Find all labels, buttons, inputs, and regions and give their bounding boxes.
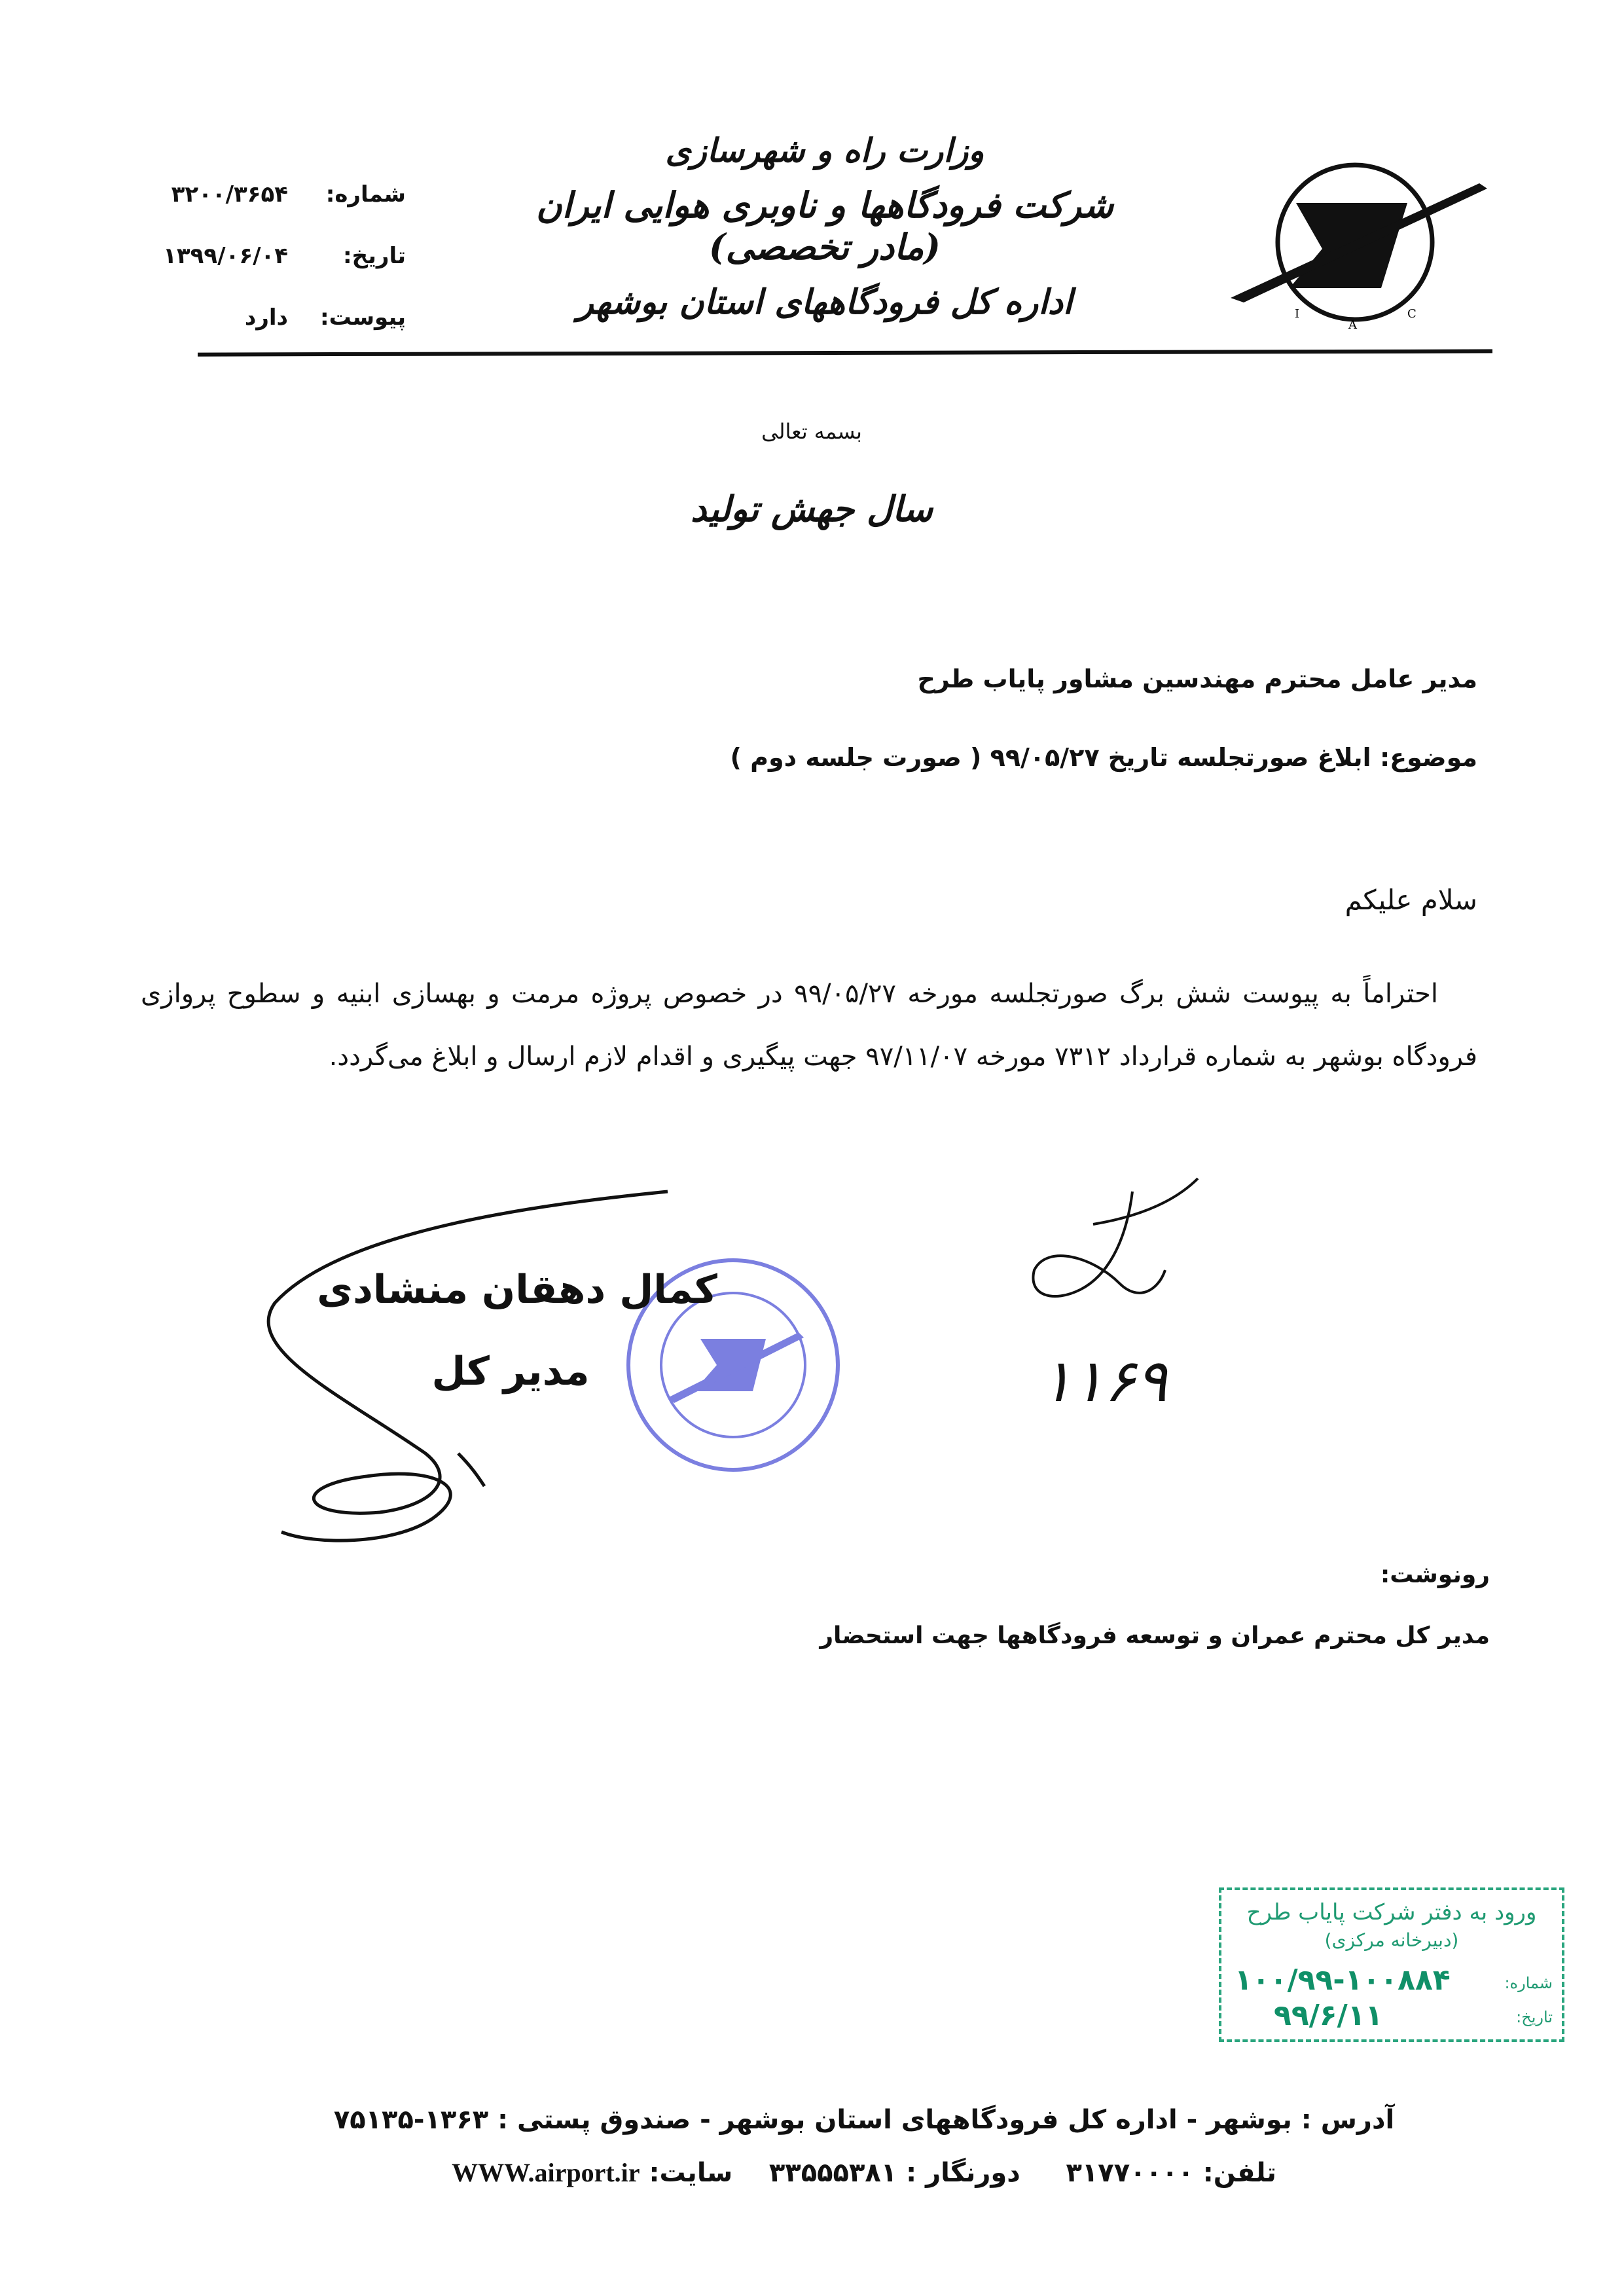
date-label: تاریخ: (343, 243, 406, 269)
stamp-date-label: تاریخ: (1516, 2008, 1553, 2026)
site-label: سایت: (649, 2158, 733, 2188)
stamp-number-label: شماره: (1504, 1974, 1553, 1992)
cc-label: رونوشت: (1380, 1561, 1490, 1588)
phone-value: ۳۱۷۷۰۰۰۰ (1066, 2158, 1194, 2188)
airport-company-logo (1218, 157, 1492, 334)
date-row (131, 225, 406, 287)
site-link[interactable]: WWW.airport.ir (452, 2158, 640, 2187)
signatory-name: کمال دهقان منشادی (317, 1267, 717, 1313)
note-number: ۱۱۶۹ (1041, 1347, 1168, 1415)
receipt-stamp (1219, 1887, 1564, 2042)
svg-text:A: A (1348, 318, 1357, 332)
company-name: شرکت فرودگاهها و ناوبری هوایی ایران (مادر تخصصی) (535, 184, 1114, 268)
stamp-number-value: ۱۰۰/۹۹-۱۰۰۸۸۴ (1235, 1963, 1451, 1997)
year-slogan: سال جهش تولید (691, 488, 933, 530)
letter-meta (131, 164, 406, 348)
signatory-title: مدیر کل (431, 1349, 590, 1394)
bismillah: بسمه تعالی (761, 419, 862, 444)
svg-text:I: I (1295, 307, 1300, 321)
attachment-label: پیوست: (320, 304, 406, 331)
number-row (131, 164, 406, 225)
fax-label: دورنگار : (906, 2158, 1020, 2188)
stamp-date-value: ۹۹/۶/۱۱ (1274, 1999, 1383, 2032)
attachment-value: دارد (244, 304, 288, 331)
header-divider (198, 349, 1492, 356)
greeting: سلام علیکم (1344, 884, 1477, 916)
office-name: اداره کل فرودگاههای استان بوشهر (577, 282, 1073, 322)
subject: موضوع: ابلاغ صورتجلسه تاریخ ۹۹/۰۵/۲۷ ( صورت جلسه دوم ) (730, 743, 1477, 772)
footer-contacts (262, 2157, 1466, 2188)
attachment-row (131, 287, 406, 348)
fax-value: ۳۳۵۵۵۳۸۱ (768, 2158, 897, 2188)
footer-address: آدرس : بوشهر - اداره کل فرودگاههای استان بوشهر - صندوق پستی : ۱۳۶۳-۷۵۱۳۵ (333, 2105, 1395, 2135)
letter-body: احتراماً به پیوست شش برگ صورتجلسه مورخه ۹۹/۰۵/۲۷ در خصوص پروژه مرمت و بهسازی ابنیه و سطوح پروازی فرودگاه بوشهر به شماره قرارداد ۷۳۱۲ مورخه ۹۷/۱۱/۰۷ جهت پیگیری و اقدام لازم ارسال و ابلاغ می‌گردد. (141, 979, 1477, 1072)
date-value: ۱۳۹۹/۰۶/۰۴ (163, 243, 288, 269)
phone-label: تلفن: (1202, 2158, 1276, 2188)
handwritten-note (1001, 1165, 1250, 1440)
stamp-title: ورود به دفتر شرکت پایاب طرح (1246, 1899, 1537, 1925)
cc-item: مدیر کل محترم عمران و توسعه فرودگاهها جهت استحضار (820, 1622, 1490, 1649)
recipient: مدیر عامل محترم مهندسین مشاور پایاب طرح (917, 665, 1477, 693)
stamp-subtitle: (دبیرخانه مرکزی) (1324, 1929, 1459, 1951)
svg-text:C: C (1407, 307, 1416, 321)
number-value: ۳۲۰۰/۳۶۵۴ (171, 181, 288, 208)
letterhead (497, 131, 1152, 337)
ministry-name: وزارت راه و شهرسازی (665, 131, 984, 170)
number-label: شماره: (325, 181, 406, 208)
